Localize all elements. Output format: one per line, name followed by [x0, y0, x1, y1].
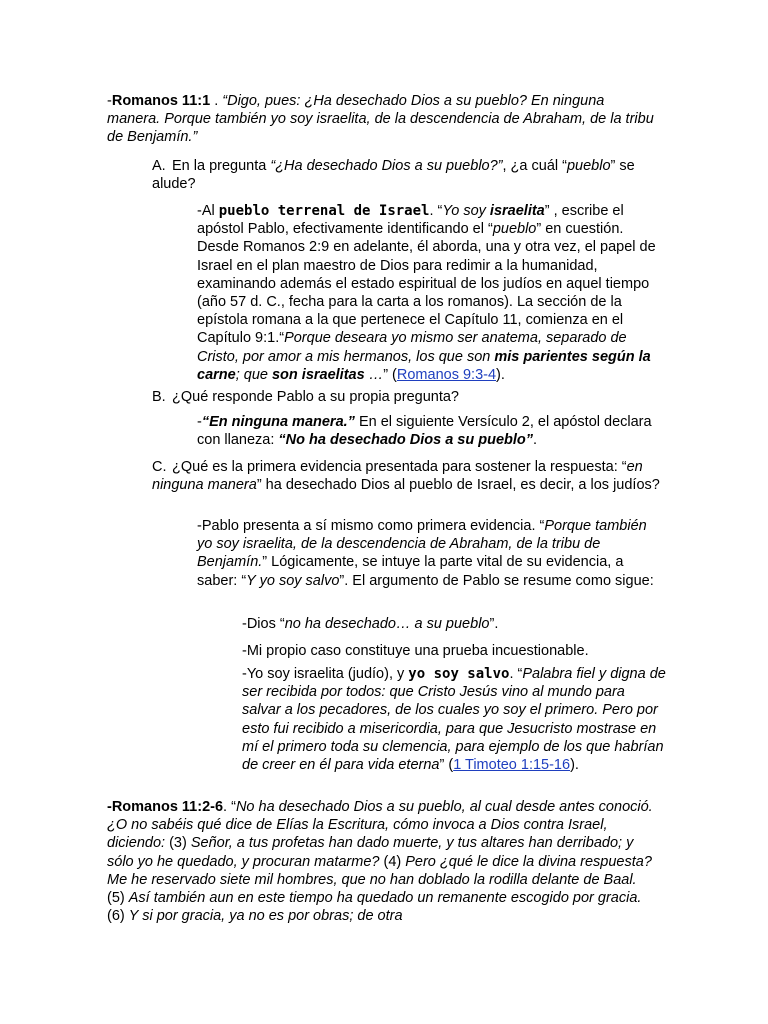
- question-a: A. En la pregunta “¿Ha desechado Dios a su pueblo?”, ¿a cuál “pueblo” se alude?: [152, 158, 635, 193]
- verse-number: (6): [107, 908, 129, 925]
- verse-number: (3): [169, 835, 191, 852]
- verse-number: (4): [383, 853, 406, 870]
- scripture-reference: Romanos 11:1: [111, 93, 211, 109]
- argument-point-1: -Dios “no ha desechado… a su pueblo”.: [242, 616, 499, 632]
- argument-point-2: -Mi propio caso constituye una prueba incuestionable.: [242, 643, 589, 659]
- point-label: B.: [152, 389, 166, 405]
- point-label: C.: [152, 459, 167, 475]
- 1-timoteo-link[interactable]: 1 Timoteo 1:15-16: [453, 757, 571, 774]
- argument-point-3: -Yo soy israelita (judío), y yo soy salvo. “Palabra fiel y digna de ser recibida por todos: que Cristo Jesús vino al mundo para salvar a los pecadores, de los cuales yo soy el primero. Pero por esto fui recibido a misericordia, para que Jesucristo mostrase en mí el primero toda su clemencia, para ejemplo de los que habrían de creer en él para vida eterna” (1 Timoteo 1:15-16).: [242, 666, 666, 774]
- scripture-quote: “Digo, pues: ¿Ha desechado Dios a su pueblo? En ninguna manera. Porque también yo soy israelita, de la descendencia de Abraham, de la tribu de Benjamín.”: [107, 93, 654, 146]
- answer-b: -“En ninguna manera.” En el siguiente Versículo 2, el apóstol declara con llaneza: “No ha desechado Dios a su pueblo”.: [197, 414, 652, 449]
- romanos-11-2-6-paragraph: -Romanos 11:2-6. “No ha desechado Dios a su pueblo, al cual desde antes conoció. ¿O no sabéis qué dice de Elías la Escritura, cómo invoca a Dios contra Israel, diciendo: (3) Señor, a tus profetas han dado muerte, y tus altares han derribado; y sólo yo he quedado, y procuran matarme? (4) Pero ¿qué le dice la divina respuesta? Me he reservado siete mil hombres, que no han doblado la rodilla delante de Baal. (5) Así también aun en este tiempo ha quedado un remanente escogido por gracia. (6) Y si por gracia, ya no es por obras; de otra: [107, 799, 653, 925]
- answer-c: -Pablo presenta a sí mismo como primera evidencia. “Porque también yo soy israelita, de la descendencia de Abraham, de la tribu de Benjamín.” Lógicamente, se intuye la parte vital de su evidencia, a saber: “Y yo soy salvo”. El argumento de Pablo se resume como sigue:: [197, 518, 654, 589]
- ref-prefix: -: [107, 93, 112, 109]
- answer-a: -Al pueblo terrenal de Israel. “Yo soy israelita” , escribe el apóstol Pablo, efectivamente identificando el “pueblo” en cuestión. Desde Romanos 2:9 en adelante, él aborda, una y otra vez, el papel de Israel en el plan maestro de Dios para redimir a la humanidad, examinando además el estado espiritual de los judíos en aquel tiempo (año 57 d. C., fecha para la carta a los romanos). La sección de la epístola romana a la que pertenece el Capítulo 11, comienza en el Capítulo 9:1.“Porque deseara yo mismo ser anatema, separado de Cristo, por amor a mis hermanos, los que son mis parientes según la carne; que son israelitas …” (Romanos 9:3-4).: [197, 203, 656, 383]
- question-c: C. ¿Qué es la primera evidencia presentada para sostener la respuesta: “en ninguna manera” ha desechado Dios al pueblo de Israel, es decir, a los judíos?: [152, 459, 660, 494]
- romanos-11-1-paragraph: -Romanos 11:1 . “Digo, pues: ¿Ha desechado Dios a su pueblo? En ninguna manera. Porque también yo soy israelita, de la descendencia de Abraham, de la tribu de Benjamín.”: [107, 93, 654, 146]
- verse-number: (5): [107, 890, 129, 907]
- scripture-reference: -Romanos 11:2-6: [107, 799, 224, 815]
- question-b: B. ¿Qué responde Pablo a su propia pregunta?: [152, 389, 459, 405]
- romanos-9-3-4-link[interactable]: Romanos 9:3-4: [396, 366, 497, 383]
- point-label: A.: [152, 158, 166, 174]
